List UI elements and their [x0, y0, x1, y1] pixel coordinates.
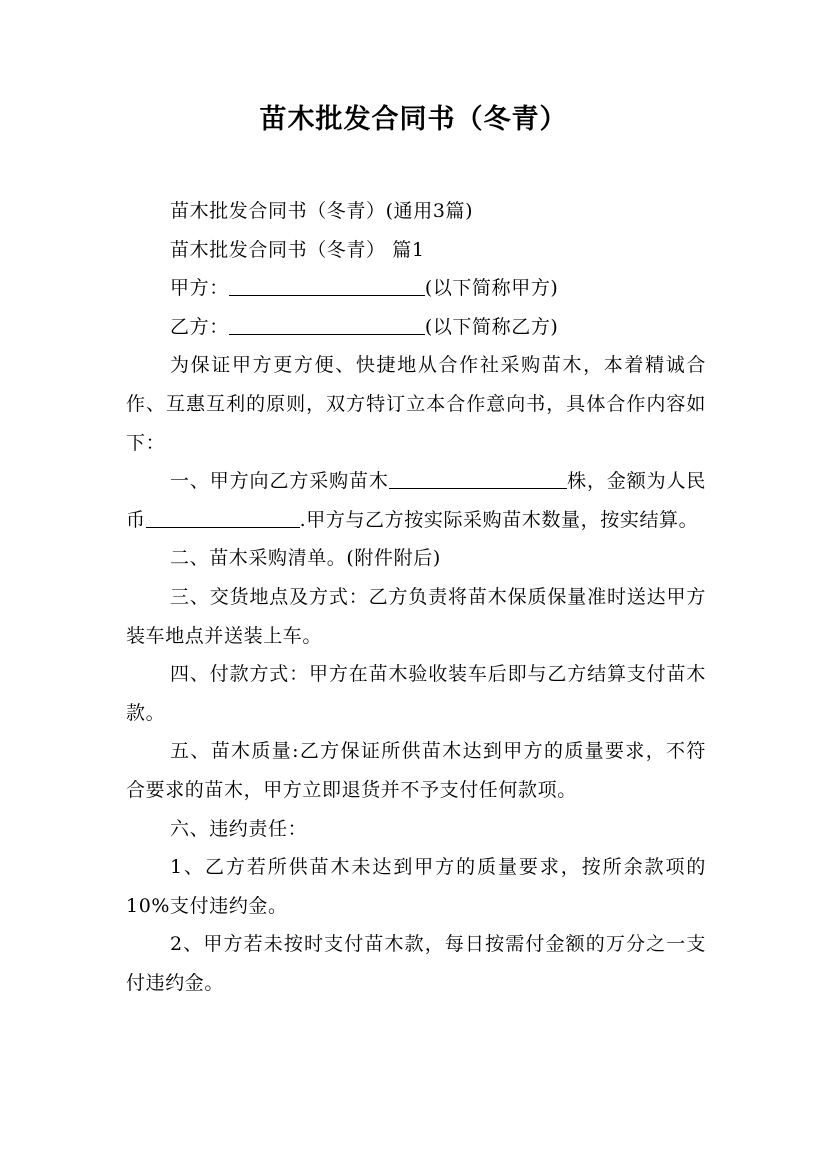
amount-blank [146, 508, 300, 528]
clause-2: 二、苗木采购清单。(附件附后) [170, 547, 441, 570]
document-title: 苗木批发合同书（冬青） [259, 104, 568, 135]
document-body [126, 192, 706, 1002]
quantity-blank [389, 469, 567, 489]
party-a-blank [229, 276, 425, 296]
clause-1-part-1: 一、甲方向乙方采购苗木 [170, 470, 389, 493]
clause-3: 三、交货地点及方式：乙方负责将苗木保质保量准时送达甲方装车地点并送装上车。 [126, 585, 706, 647]
document-subtitle: 苗木批发合同书（冬青）(通用3篇) [170, 200, 474, 222]
clause-5: 五、苗木质量:乙方保证所供苗木达到甲方的质量要求，不符合要求的苗木，甲方立即退货并不予支付任何款项。 [126, 740, 706, 801]
party-b-suffix: (以下简称乙方) [424, 315, 559, 338]
party-b-label: 乙方： [170, 315, 229, 338]
clause-4: 四、付款方式：甲方在苗木验收装车后即与乙方结算支付苗木款。 [126, 663, 706, 724]
party-a-label: 甲方： [170, 277, 229, 300]
clause-6-1: 1、乙方若所供苗木未达到甲方的质量要求，按所余款项的10%支付违约金。 [126, 856, 706, 917]
party-b-line [126, 308, 706, 347]
clause-1-part-2: 株，金额为人民币 [126, 470, 706, 531]
clause-6-2: 2、甲方若未按时支付苗木款，每日按需付金额的万分之一支付违约金。 [126, 933, 706, 994]
clause-1-part-3: .甲方与乙方按实际采购苗木数量，按实结算。 [299, 508, 699, 531]
party-a-line [126, 269, 706, 308]
clause-1 [126, 462, 706, 539]
party-a-suffix: (以下简称甲方) [424, 277, 559, 300]
section-heading: 苗木批发合同书（冬青） 篇1 [170, 238, 425, 261]
party-b-blank [229, 315, 425, 335]
clause-6: 六、违约责任： [170, 817, 308, 840]
intro-paragraph: 为保证甲方更方便、快捷地从合作社采购苗木，本着精诚合作、互惠互利的原则，双方特订立本合作意向书，具体合作内容如下： [126, 354, 706, 454]
